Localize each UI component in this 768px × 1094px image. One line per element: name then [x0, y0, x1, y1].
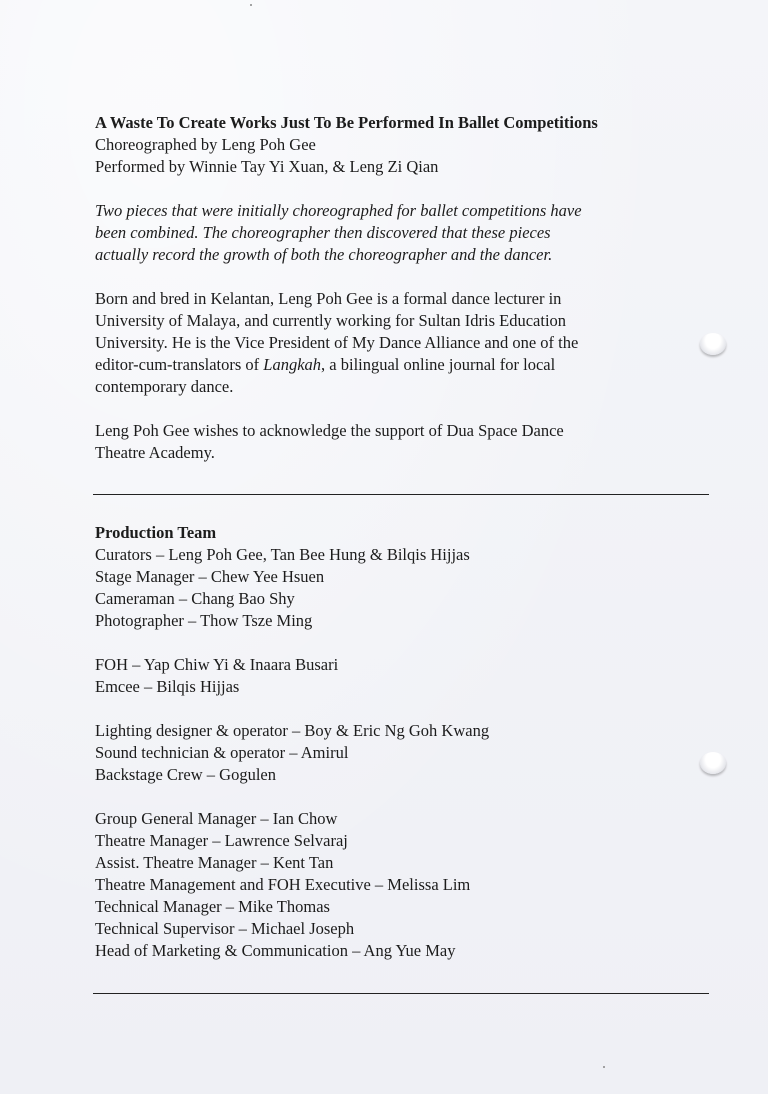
credit-line: Group General Manager – Ian Chow: [95, 809, 338, 828]
synopsis-line: actually record the growth of both the choreographer and the dancer.: [95, 245, 553, 264]
synopsis: [95, 200, 715, 266]
piece-title: A Waste To Create Works Just To Be Performed In Ballet Competitions: [95, 113, 598, 132]
piece-section: [95, 112, 715, 464]
paper-speck: [250, 4, 252, 6]
bio-line: Born and bred in Kelantan, Leng Poh Gee is a formal dance lecturer in: [95, 289, 562, 308]
choreographer-bio: [95, 288, 715, 398]
credit-line: Backstage Crew – Gogulen: [95, 765, 276, 784]
bio-line: contemporary dance.: [95, 377, 234, 396]
performers-line: Performed by Winnie Tay Yi Xuan, & Leng Zi Qian: [95, 157, 439, 176]
punch-hole: [700, 752, 726, 774]
credits-group: [95, 654, 715, 698]
bio-line: University of Malaya, and currently working for Sultan Idris Education: [95, 311, 567, 330]
credit-line: FOH – Yap Chiw Yi & Inaara Busari: [95, 655, 339, 674]
credit-line: Photographer – Thow Tsze Ming: [95, 611, 313, 630]
credit-line: Assist. Theatre Manager – Kent Tan: [95, 853, 334, 872]
production-team-section: [95, 522, 715, 962]
journal-name: Langkah: [263, 355, 322, 374]
credit-line: Theatre Management and FOH Executive – Melissa Lim: [95, 875, 471, 894]
credit-line: Technical Supervisor – Michael Joseph: [95, 919, 355, 938]
punch-hole: [700, 333, 726, 355]
bio-line-text: editor-cum-translators of: [95, 355, 264, 374]
ack-line: Leng Poh Gee wishes to acknowledge the support of Dua Space Dance: [95, 421, 564, 440]
synopsis-line: Two pieces that were initially choreographed for ballet competitions have: [95, 201, 582, 220]
synopsis-line: been combined. The choreographer then discovered that these pieces: [95, 223, 551, 242]
credits-group: [95, 720, 715, 786]
choreographer-line: Choreographed by Leng Poh Gee: [95, 135, 316, 154]
credit-line: Lighting designer & operator – Boy & Eric Ng Goh Kwang: [95, 721, 490, 740]
credits-group: [95, 808, 715, 962]
bio-line: University. He is the Vice President of My Dance Alliance and one of the: [95, 333, 579, 352]
credit-line: Head of Marketing & Communication – Ang Yue May: [95, 941, 456, 960]
ack-line: Theatre Academy.: [95, 443, 215, 462]
divider-line: [93, 494, 709, 495]
divider-line: [93, 993, 709, 994]
credit-line: Cameraman – Chang Bao Shy: [95, 589, 295, 608]
credit-line: Theatre Manager – Lawrence Selvaraj: [95, 831, 348, 850]
credit-line: Technical Manager – Mike Thomas: [95, 897, 330, 916]
bio-line: [95, 354, 715, 376]
acknowledgement: [95, 420, 715, 464]
credits-group: [95, 544, 715, 632]
production-team-heading: Production Team: [95, 523, 217, 542]
credit-line: Stage Manager – Chew Yee Hsuen: [95, 567, 325, 586]
credit-line: Curators – Leng Poh Gee, Tan Bee Hung & Bilqis Hijjas: [95, 545, 470, 564]
paper-speck: [603, 1066, 605, 1068]
credit-line: Sound technician & operator – Amirul: [95, 743, 349, 762]
bio-line-text: , a bilingual online journal for local: [321, 355, 556, 374]
credit-line: Emcee – Bilqis Hijjas: [95, 677, 240, 696]
